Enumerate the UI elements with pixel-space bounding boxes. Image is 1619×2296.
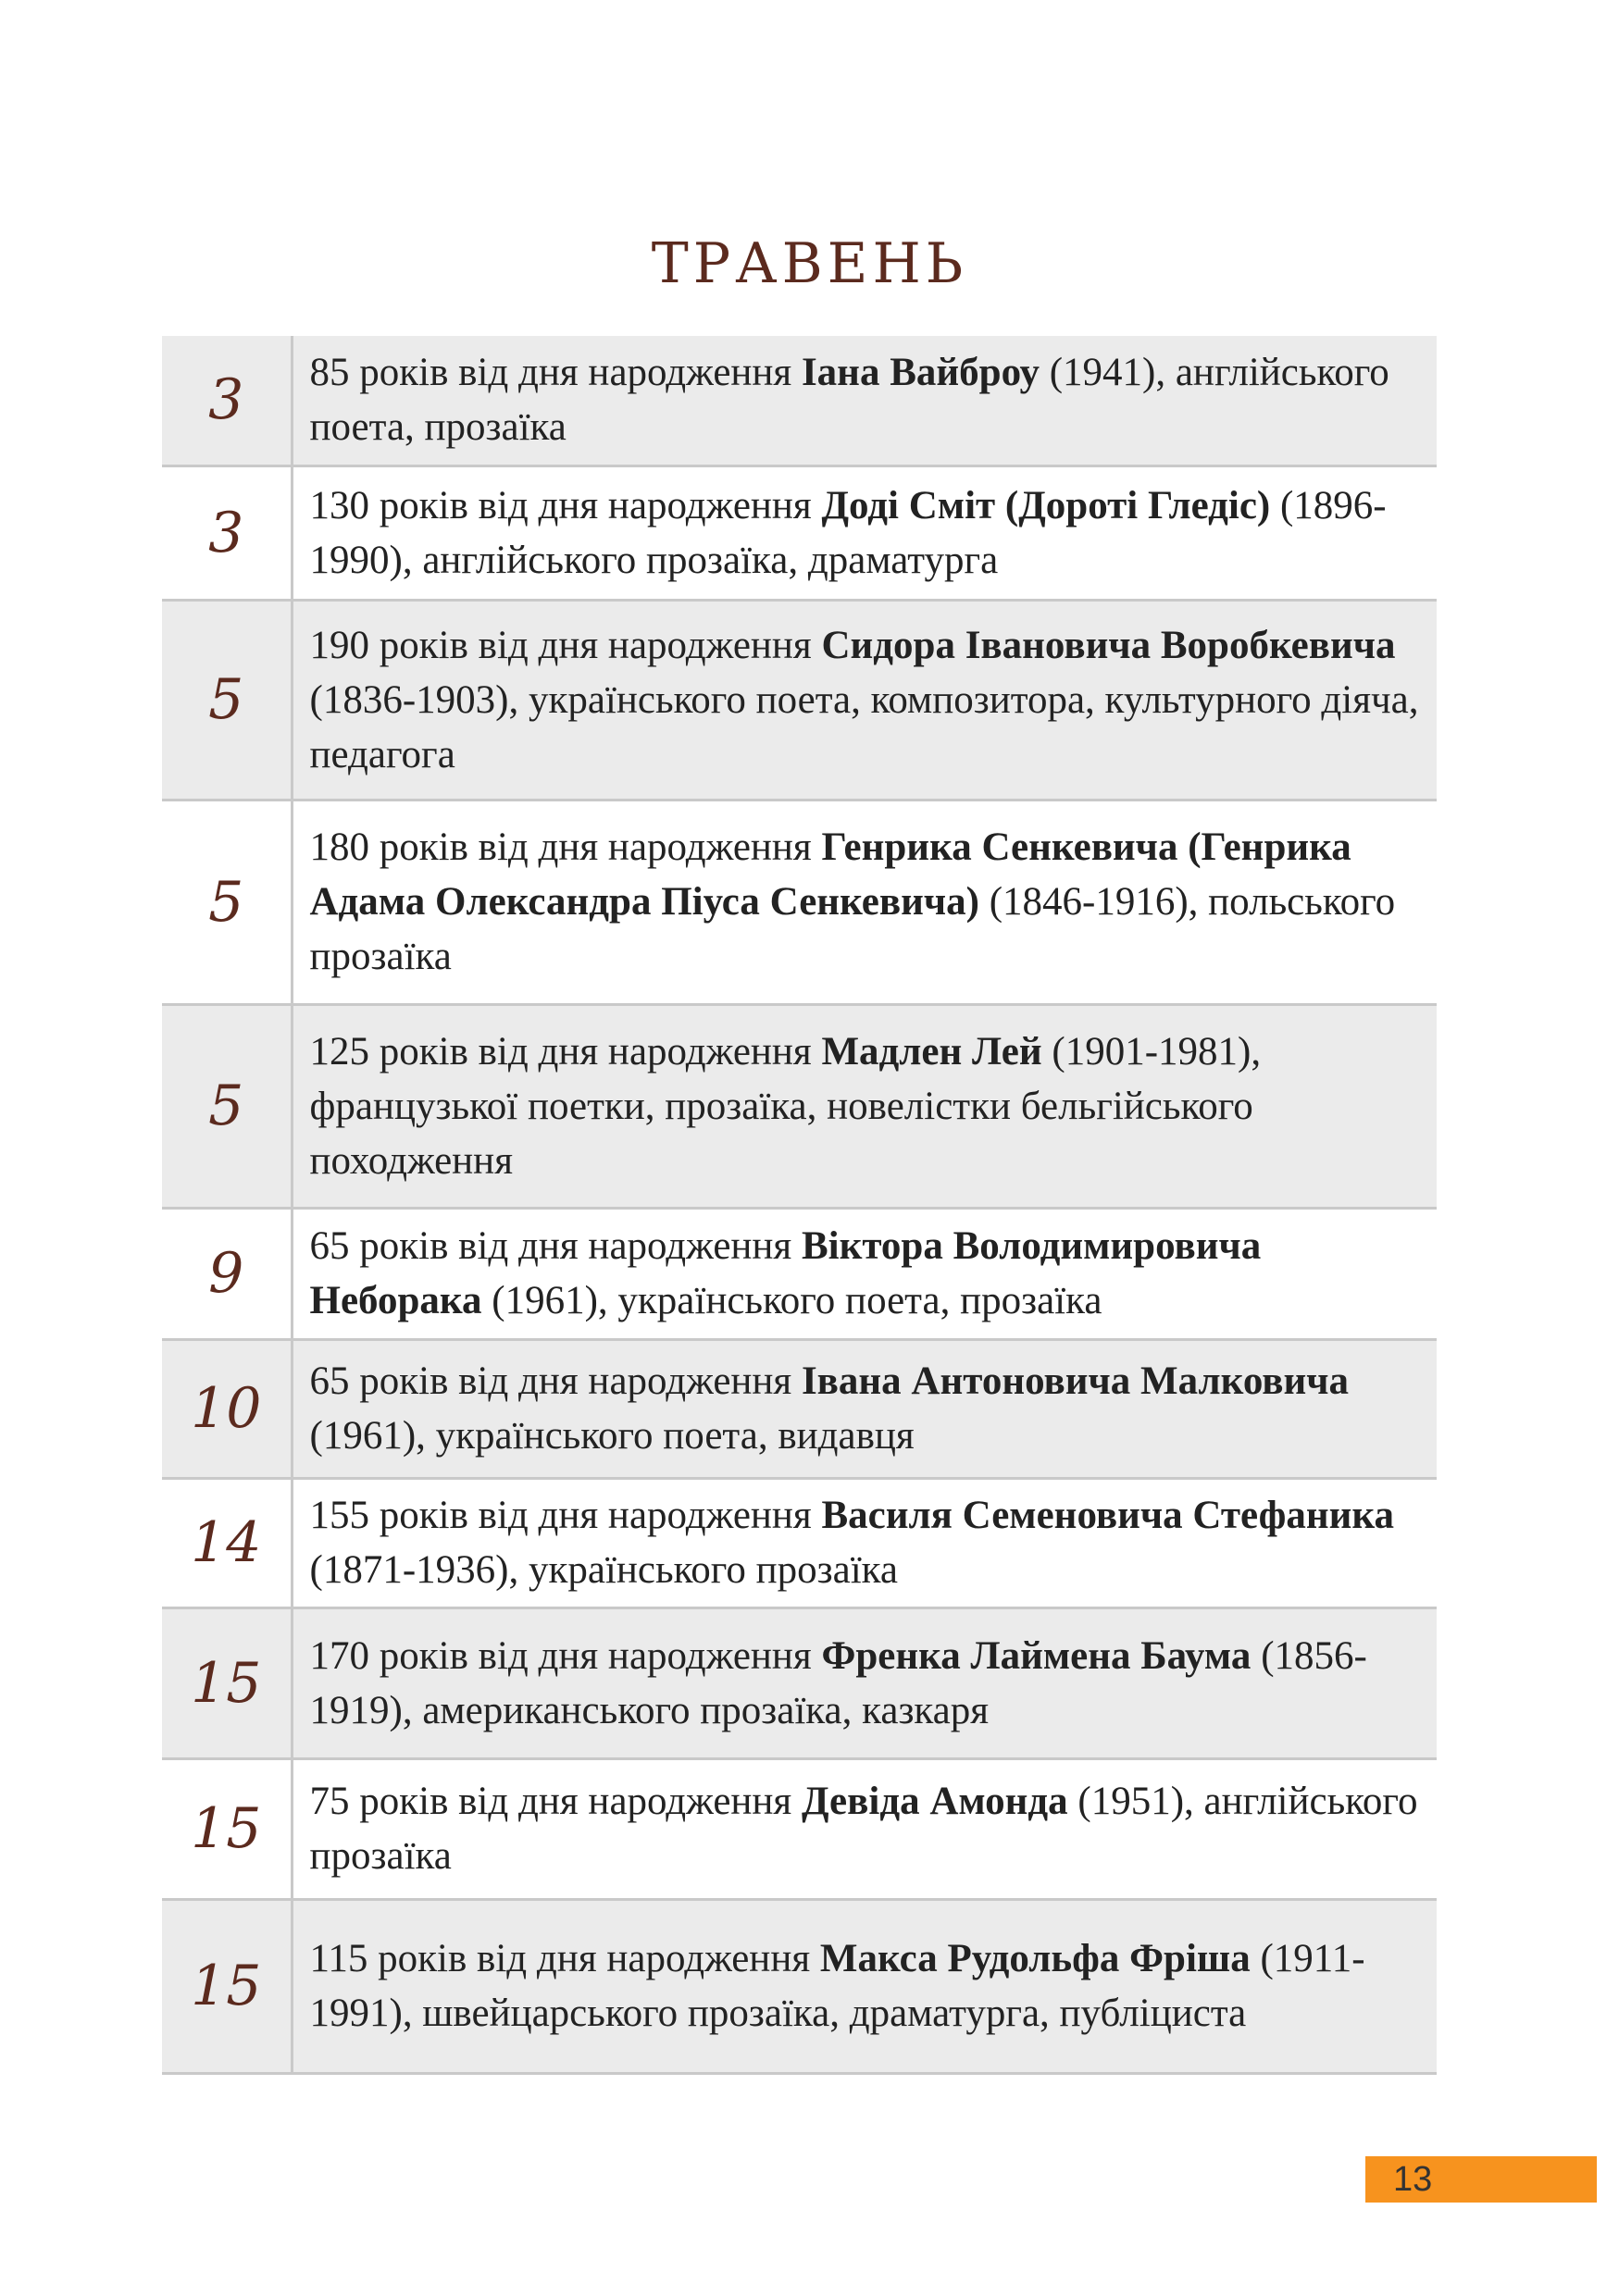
table-row — [162, 1899, 1437, 2073]
entry-text — [292, 1208, 1437, 1339]
table-row — [162, 1758, 1437, 1899]
entry-details: (1836-1903), українського поета, композитора, культурного діяча, педагога — [309, 677, 1419, 776]
person-name: Івана Антоновича Малковича — [801, 1359, 1349, 1403]
entry-details: (1856-1919), американського прозаїка, казкаря — [309, 1633, 1367, 1732]
entry-details: (1951), англійського прозаїка — [309, 1780, 1418, 1878]
person-name: Макса Рудольфа Фріша — [819, 1937, 1251, 1980]
entry-text — [292, 1899, 1437, 2073]
entry-intro: 75 років від дня народження — [309, 1780, 802, 1823]
person-name: Девіда Амонда — [801, 1780, 1068, 1823]
entry-text — [292, 1004, 1437, 1208]
table-row — [162, 600, 1437, 800]
table-row — [162, 336, 1437, 465]
day-number: 15 — [162, 1899, 292, 2073]
day-number: 5 — [162, 600, 292, 800]
entry-intro: 130 років від дня народження — [309, 483, 822, 527]
entry-text — [292, 800, 1437, 1004]
person-name: Мадлен Лей — [821, 1029, 1042, 1074]
entry-intro: 170 років від дня народження — [309, 1633, 822, 1678]
page-number: 13 — [1393, 2160, 1433, 2199]
table-row — [162, 1607, 1437, 1758]
day-number: 9 — [162, 1208, 292, 1339]
entry-text — [292, 600, 1437, 800]
entry-intro: 125 років від дня народження — [309, 1029, 822, 1074]
entry-details: (1941), англійського поета, прозаїка — [309, 351, 1389, 450]
table-row — [162, 1478, 1437, 1607]
entry-intro: 180 років від дня народження — [309, 825, 822, 869]
entry-text — [292, 465, 1437, 600]
entry-text — [292, 1339, 1437, 1478]
entry-text — [292, 336, 1437, 465]
entry-details: (1961), українського поета, прозаїка — [481, 1279, 1102, 1322]
entry-intro: 190 років від дня народження — [309, 623, 822, 667]
person-name: Іана Вайброу — [801, 351, 1040, 395]
page-title: ТРАВЕНЬ — [651, 231, 968, 296]
table-row — [162, 465, 1437, 600]
entry-details: (1961), українського поета, видавця — [309, 1414, 915, 1458]
entry-text — [292, 1478, 1437, 1607]
person-name: Генрика Сенкевича (Генрика Адама Олександра Піуса Сенкевича) — [309, 825, 1351, 924]
entry-text — [292, 1758, 1437, 1899]
table-row — [162, 1208, 1437, 1339]
entry-details: (1901-1981), французької поетки, прозаїка, новелістки бельгійського походження — [309, 1029, 1262, 1183]
table-row — [162, 1339, 1437, 1478]
entry-intro: 115 років від дня народження — [309, 1937, 820, 1980]
table-row — [162, 1004, 1437, 1208]
page-number-badge — [1365, 2156, 1597, 2203]
entry-text — [292, 1607, 1437, 1758]
person-name: Віктора Володимировича Неборака — [309, 1224, 1262, 1322]
person-name: Доді Сміт (Дороті Гледіс) — [821, 483, 1271, 527]
day-number: 15 — [162, 1607, 292, 1758]
day-number: 14 — [162, 1478, 292, 1607]
day-number: 3 — [162, 465, 292, 600]
entry-intro: 85 років від дня народження — [309, 351, 802, 395]
entry-intro: 65 років від дня народження — [309, 1359, 802, 1403]
person-name: Василя Семеновича Стефаника — [821, 1494, 1395, 1537]
table-row — [162, 800, 1437, 1004]
person-name: Френка Лаймена Баума — [821, 1633, 1252, 1678]
day-number: 5 — [162, 1004, 292, 1208]
entry-intro: 65 років від дня народження — [309, 1224, 802, 1268]
entry-details: (1896-1990), англійського прозаїка, драматурга — [309, 483, 1387, 582]
day-number: 3 — [162, 336, 292, 465]
entry-intro: 155 років від дня народження — [309, 1494, 822, 1537]
day-number: 15 — [162, 1758, 292, 1899]
entry-details: (1911-1991), швейцарського прозаїка, драматурга, публіциста — [309, 1937, 1365, 2035]
entry-details: (1871-1936), українського прозаїка — [309, 1548, 898, 1592]
anniversary-table — [162, 336, 1437, 2075]
entry-details: (1846-1916), польського прозаїка — [309, 880, 1396, 978]
day-number: 5 — [162, 800, 292, 1004]
day-number: 10 — [162, 1339, 292, 1478]
person-name: Сидора Івановича Воробкевича — [821, 623, 1396, 667]
